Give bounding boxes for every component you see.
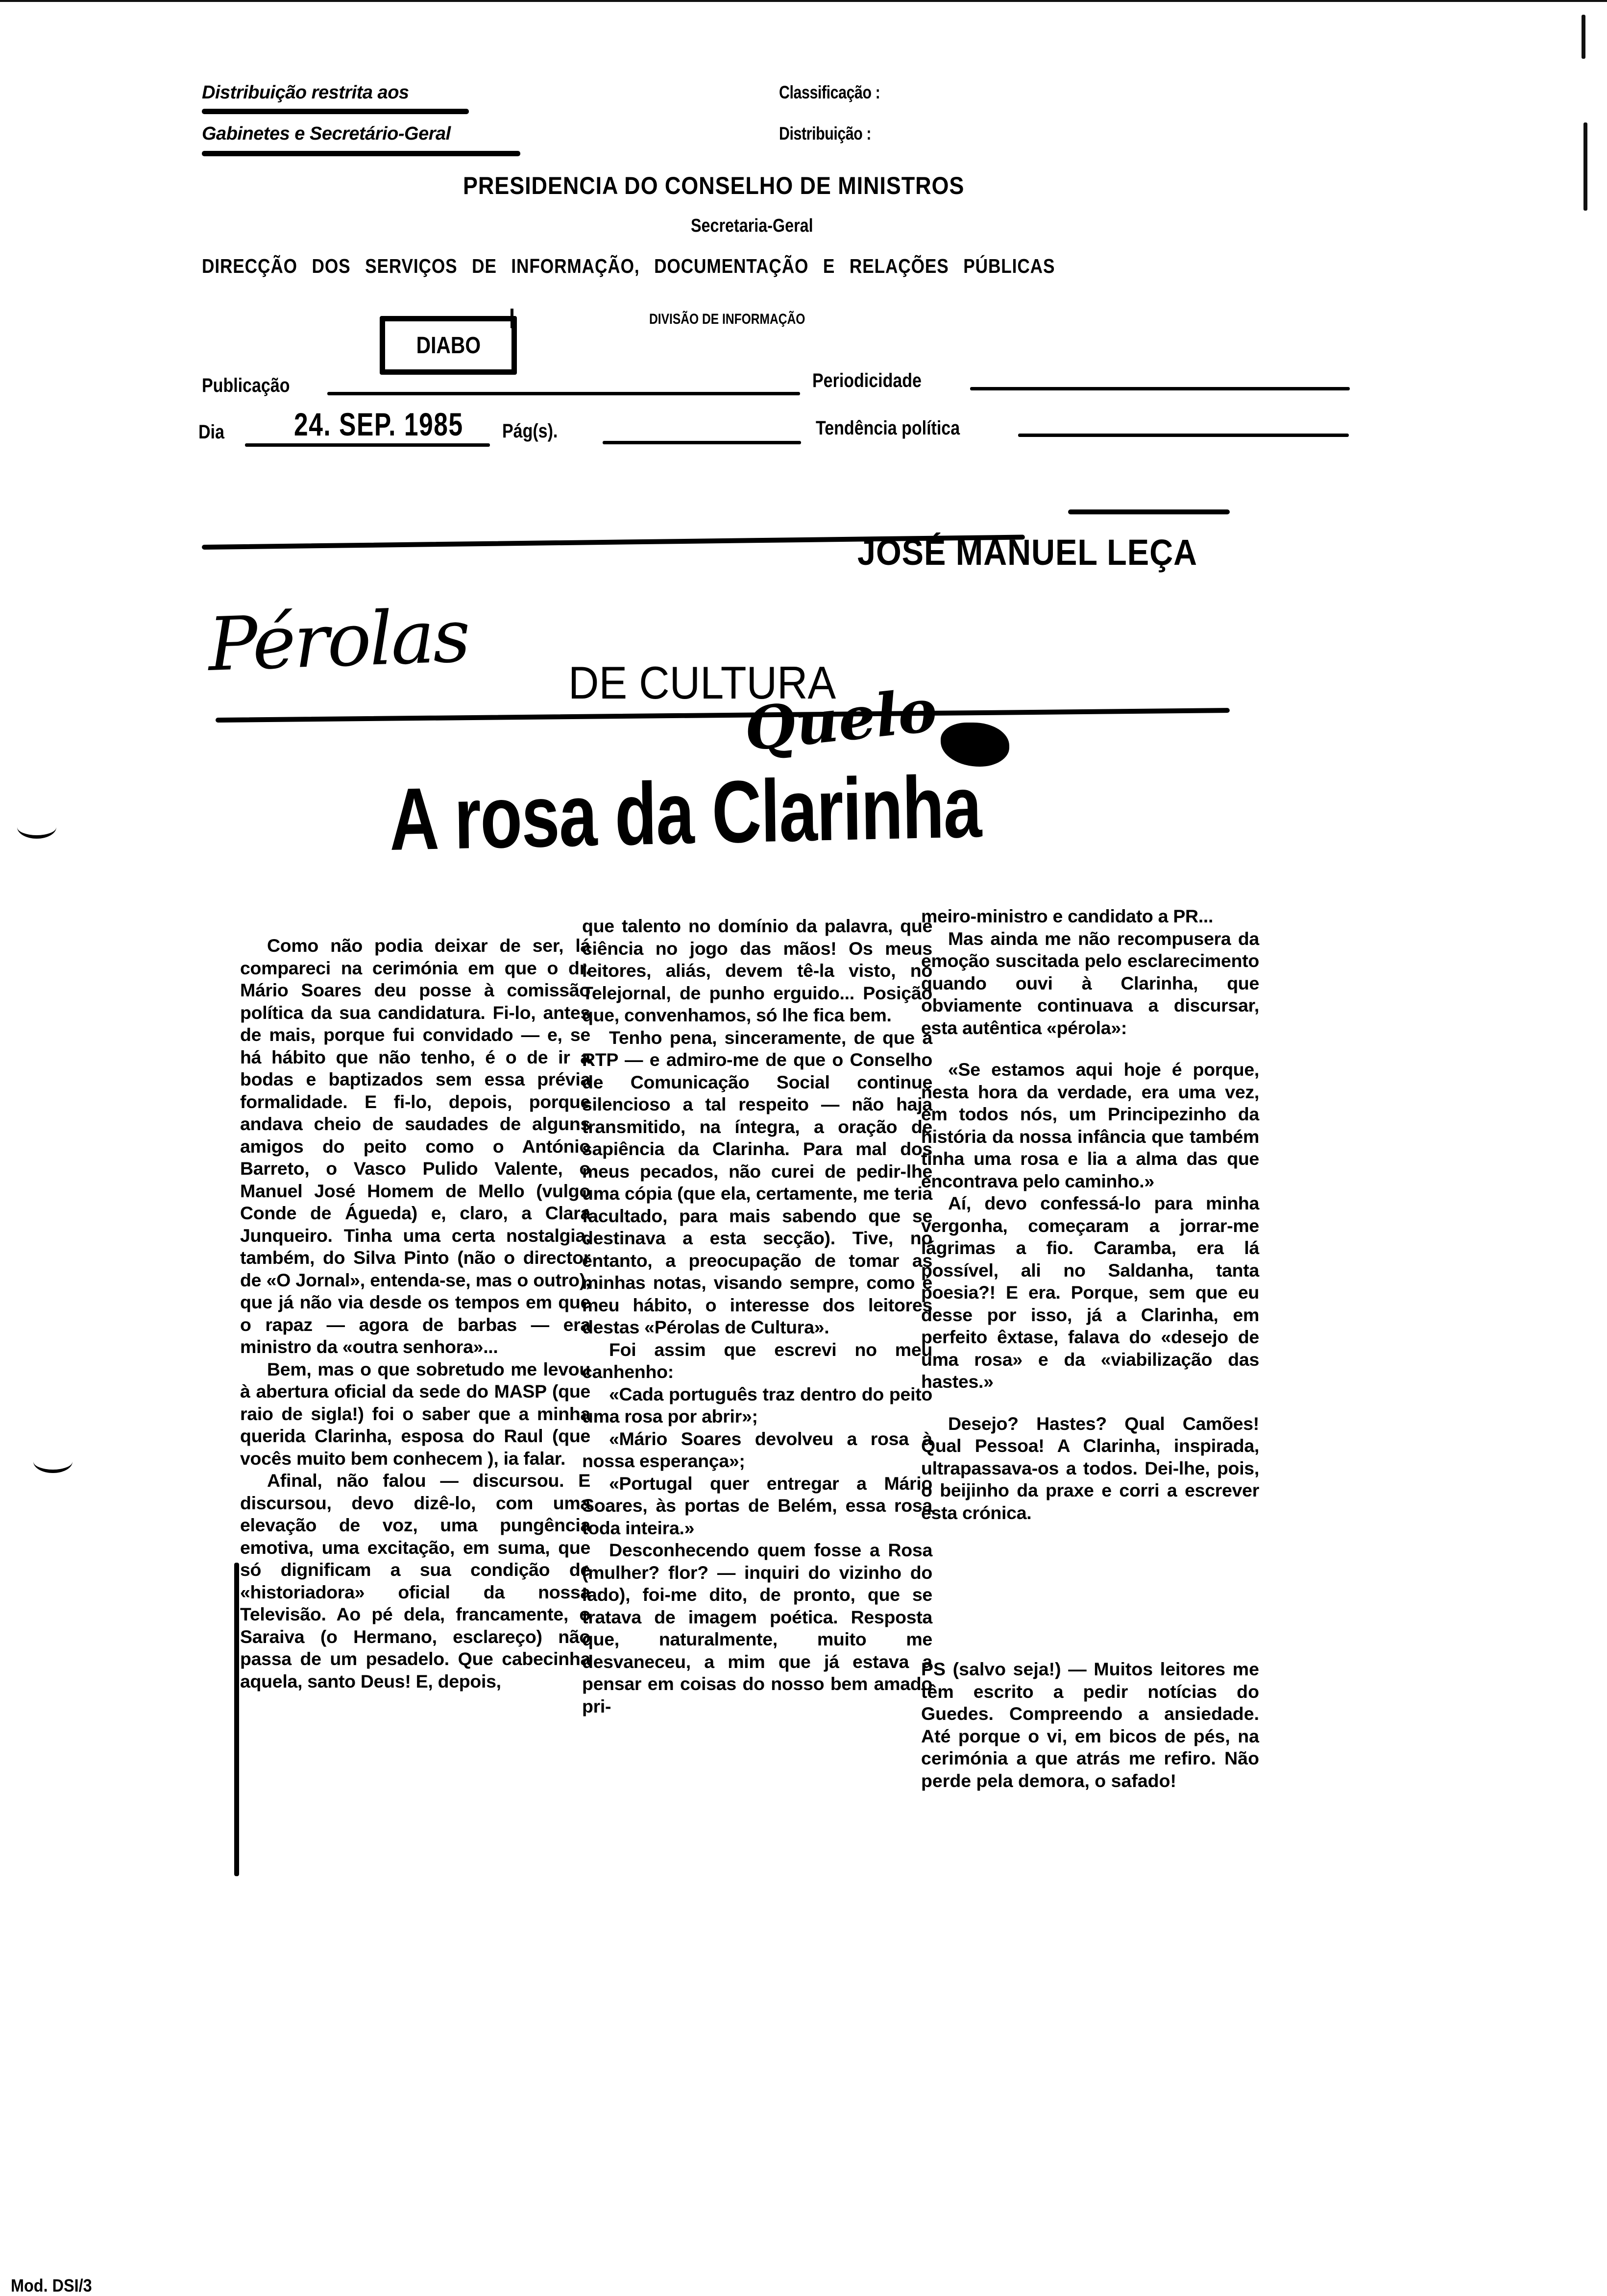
- paragraph: Mas ainda me não recompusera da emoção suscitada pelo esclarecimento quando ouvi à Clarinha, que obviamente continuava a discursar, esta autêntica «pérola»:: [921, 928, 1259, 1038]
- periodicity-field[interactable]: [970, 387, 1350, 390]
- underline-rule: [202, 109, 469, 114]
- paragraph: Bem, mas o que sobretudo me levou à abertura oficial da sede do MASP (que raio de sigla!) foi o saber que a minha querida Clarinha, esposa do Raul (que vocês muito bem conhecem ), ia falar.: [240, 1358, 590, 1469]
- paragraph: que talento no domínio da palavra, que ciência no jogo das mãos! Os meus leitores, aliás, devem tê-la visto, no Telejornal, de punho erguido... Posição que, convenhamos, só lhe fica bem.: [582, 916, 932, 1025]
- day-field[interactable]: [245, 443, 490, 447]
- article-headline: A rosa da Clarinha: [389, 757, 982, 869]
- day-label: Dia: [198, 421, 224, 443]
- distribution-note-line-1: Distribuição restrita aos: [202, 82, 409, 103]
- pages-field[interactable]: [603, 441, 801, 444]
- periodicity-label: Periodicidade: [812, 370, 922, 391]
- department-label: DIRECÇÃO DOS SERVIÇOS DE INFORMAÇÃO, DOCUMENTAÇÃO E RELAÇÕES PÚBLICAS: [202, 255, 1055, 277]
- article-column-1: [240, 935, 590, 1692]
- secretariat-label: Secretaria-Geral: [691, 216, 813, 236]
- form-code: Mod. DSI/3: [11, 2275, 92, 2296]
- distribution-label: Distribuição :: [779, 123, 872, 144]
- quote: «Se estamos aqui hoje é porque, nesta hora da verdade, era uma vez, em todos nós, um Principezinho da história da nossa infância que também tinha uma rosa e lia a alma das que encontrava pelo caminho.»: [921, 1059, 1259, 1191]
- paragraph: Desconhecendo quem fosse a Rosa (mulher? flor? — inquiri do vizinho do lado), foi-me dito, de pronto, que se tratava de imagem poética. Resposta que, naturalmente, muito me desvaneceu, a mim que já estava a pensar em coisas do nosso bem amado pri-: [582, 1540, 932, 1716]
- top-rule: [1068, 509, 1230, 514]
- quote: «Mário Soares devolveu a rosa à nossa esperança»;: [582, 1428, 932, 1471]
- scan-top-edge: [0, 0, 1607, 2]
- publication-stamp: [380, 316, 517, 375]
- political-tendency-field[interactable]: [1018, 434, 1349, 437]
- publication-label: Publicação: [202, 375, 290, 396]
- paragraph: Foi assim que escrevi no meu canhenho:: [582, 1339, 932, 1382]
- article-column-2: [582, 915, 932, 1717]
- article-column-3: [921, 905, 1259, 1524]
- date-stamp: 24. SEP. 1985: [294, 406, 463, 442]
- publication-value: DIABO: [416, 332, 481, 359]
- paragraph: Desejo? Hastes? Qual Camões! Qual Pessoa! A Clarinha, inspirada, ultrapassava-os a todos. Dei-lhe, pois, o beijinho da praxe e corri a escrever esta crónica.: [921, 1413, 1259, 1523]
- author-byline: JOSÉ MANUEL LEÇA: [857, 532, 1198, 573]
- binder-hole-mark: [33, 1450, 73, 1473]
- organization-title: PRESIDENCIA DO CONSELHO DE MINISTROS: [463, 172, 965, 199]
- paragraph: Afinal, não falou — discursou. E discursou, devo dizê-lo, com uma elevação de voz, uma pungência emotiva, uma excitação, em suma, que só dignificam a sua condição de «historiadora» oficial da nossa Televisão. Ao pé dela, francamente, o Saraiva (o Hermano, esclareço) não passa de um pesadelo. Que cabecinha aquela, santo Deus! E, depois,: [240, 1470, 590, 1692]
- underline-rule: [202, 151, 520, 156]
- column-margin-line: [234, 1563, 239, 1876]
- division-label: DIVISÃO DE INFORMAÇÃO: [649, 311, 805, 327]
- publication-field[interactable]: [327, 392, 800, 395]
- distribution-note-line-2: Gabinetes e Secretário-Geral: [202, 123, 451, 144]
- political-tendency-label: Tendência política: [816, 417, 960, 439]
- classification-label: Classificação :: [779, 82, 880, 102]
- quote: «Cada português traz dentro do peito uma rosa por abrir»;: [582, 1383, 932, 1426]
- pages-label: Pág(s).: [502, 420, 558, 442]
- section-rule: [216, 708, 1230, 723]
- section-title: DE CULTURA: [568, 657, 836, 708]
- paragraph: meiro-ministro e candidato a PR...: [921, 906, 1214, 926]
- paragraph: Como não podia deixar de ser, lá compareci na cerimónia em que o dr. Mário Soares deu posse à comissão política da sua candidatura. Fi-lo, antes de mais, porque fui convidado — e, se há hábito que não tenho, é o de ir a bodas e baptizados sem essa prévia formalidade. E fi-lo, depois, porque andava cheio de saudades de alguns amigos do peito como o António Barreto, o Vasco Pulido Valente, o Manuel José Homem de Mello (vulgo Conde de Águeda) e, claro, a Clara Junqueiro. Tinha uma certa nostalgia, também, do Silva Pinto (não o director de «O Jornal», entenda-se, mas o outro), que já não via desde os tempos em que o rapaz — agora de barbas — era ministro da «outra senhora»...: [240, 935, 590, 1357]
- scan-right-edge-mark: [1582, 15, 1585, 59]
- paragraph: Tenho pena, sinceramente, de que a RTP — e admiro-me de que o Conselho de Comunicação Social continue silencioso a tal respeito — não haja transmitido, na íntegra, a oração de sapiência da Clarinha. Para mal dos meus pecados, não curei de pedir-lhe uma cópia (que ela, certamente, me teria facultado, para mais sabendo que se destinava a esta secção). Tive, no entanto, a preocupação de tomar as minhas notas, visando sempre, como é meu hábito, o interesse dos leitores destas «Pérolas de Cultura».: [582, 1027, 932, 1337]
- binder-hole-mark: [17, 816, 56, 839]
- paragraph: Aí, devo confessá-lo para minha vergonha, começaram a jorrar-me lágrimas a fio. Caramba, era lá possível, ali no Saldanha, tanta poesia?! E era. Porque, sem que eu desse por isso, já a Clarinha, em perfeito êxtase, falava do «desejo de uma rosa» e da «viabilização das hastes.»: [921, 1193, 1259, 1392]
- quote: «Portugal quer entregar a Mário Soares, às portas de Belém, essa rosa toda inteira.»: [582, 1473, 932, 1538]
- scan-right-edge-mark: [1583, 122, 1587, 211]
- handwritten-annotation: Quelo: [741, 676, 940, 765]
- postscript: PS (salvo seja!) — Muitos leitores me têm escrito a pedir notícias do Guedes. Compreendo a ansiedade. Até porque o vi, em bicos de pés, na cerimónia a que atrás me refiro. Não perde pela demora, o safado!: [921, 1659, 1259, 1791]
- section-title-script: Pérolas: [206, 593, 470, 688]
